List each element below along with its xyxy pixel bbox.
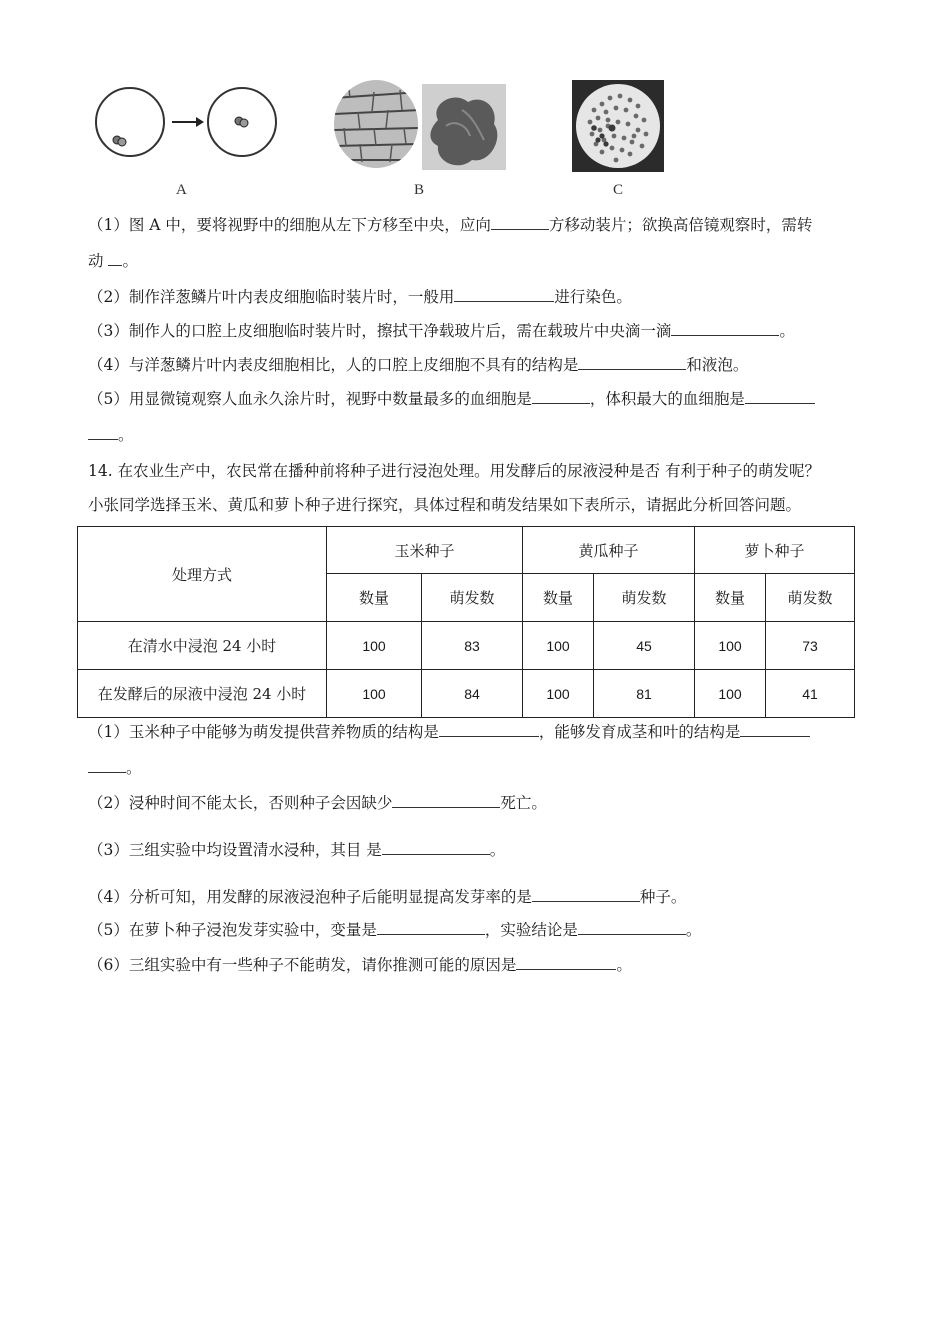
group-header-cucumber: 黄瓜种子 — [523, 527, 695, 574]
table-row — [78, 670, 855, 718]
q13-part1-line1: （1）图 A 中，要将视野中的细胞从左下方移至中央，应向 方移动装片；欲换高倍镜观察时，需转 — [88, 216, 813, 234]
arrow-head — [196, 117, 204, 127]
sub-header-count: 数量 — [327, 574, 422, 622]
cell-value: 81 — [594, 670, 695, 718]
figure-c-label: C — [613, 182, 624, 198]
figure-b-onion-cells-photo — [334, 80, 506, 172]
q13-part2: （2）制作洋葱鳞片叶内表皮细胞临时装片时，一般用 进行染色。 — [88, 288, 632, 306]
q13-part3: （3）制作人的口腔上皮细胞临时装片时，擦拭干净载玻片后，需在载玻片中央滴一滴 。 — [88, 322, 795, 340]
answer-blank[interactable] — [578, 354, 686, 370]
table-row — [78, 622, 855, 670]
cell-after-2 — [240, 119, 248, 127]
q14-part1-line2: 。 — [88, 757, 142, 778]
answer-blank[interactable] — [377, 919, 485, 935]
answer-blank[interactable] — [382, 839, 490, 855]
answer-blank[interactable] — [532, 886, 640, 902]
row-label: 在发酵后的尿液中浸泡 24 小时 — [78, 670, 327, 718]
figure-row — [88, 78, 688, 202]
cell-value: 83 — [422, 622, 523, 670]
cell-value: 41 — [766, 670, 855, 718]
answer-blank[interactable] — [491, 214, 549, 230]
row-label: 在清水中浸泡 24 小时 — [78, 622, 327, 670]
answer-blank[interactable] — [392, 792, 500, 808]
sub-header-germinated: 萌发数 — [594, 574, 695, 622]
answer-blank[interactable] — [578, 919, 686, 935]
q13-part5-line2: 。 — [88, 424, 134, 445]
q14-part3: （3）三组实验中均设置清水浸种，其目 是 。 — [88, 841, 506, 859]
answer-blank[interactable] — [740, 721, 810, 737]
cell-value: 100 — [327, 670, 422, 718]
cell-value: 100 — [327, 622, 422, 670]
cell-value: 100 — [695, 622, 766, 670]
treatment-header: 处理方式 — [78, 527, 327, 622]
q14-part6: （6）三组实验中有一些种子不能萌发，请你推测可能的原因是 。 — [88, 956, 632, 974]
figure-c-blood-smear — [572, 80, 664, 172]
answer-blank[interactable] — [671, 320, 779, 336]
sub-header-count: 数量 — [695, 574, 766, 622]
germination-table — [77, 526, 855, 718]
answer-blank[interactable] — [108, 250, 122, 266]
figure-b-label: B — [414, 182, 425, 198]
answer-blank[interactable] — [88, 424, 118, 440]
figure-a-microscope-fields — [92, 84, 292, 164]
cell-value: 45 — [594, 622, 695, 670]
sub-header-germinated: 萌发数 — [422, 574, 523, 622]
q14-intro-line2: 小张同学选择玉米、黄瓜和萝卜种子进行探究，具体过程和萌发结果如下表所示，请据此分析回答问题。 — [88, 496, 802, 514]
q14-part4: （4）分析可知，用发酵的尿液浸泡种子后能明显提高发芽率的是 种子。 — [88, 888, 687, 906]
sub-header-germinated: 萌发数 — [766, 574, 855, 622]
cell-value: 100 — [523, 670, 594, 718]
answer-blank[interactable] — [88, 757, 126, 773]
q14-part5: （5）在萝卜种子浸泡发芽实验中，变量是 ，实验结论是 。 — [88, 921, 702, 939]
q13-part4: （4）与洋葱鳞片叶内表皮细胞相比，人的口腔上皮细胞不具有的结构是 和液泡。 — [88, 356, 749, 374]
answer-blank[interactable] — [516, 954, 616, 970]
cell-value: 84 — [422, 670, 523, 718]
cell-value: 100 — [695, 670, 766, 718]
cell-before-2 — [118, 138, 126, 146]
q13-part5-line1: （5）用显微镜观察人血永久涂片时，视野中数量最多的血细胞是 ，体积最大的血细胞是 — [88, 388, 815, 409]
field-before-circle — [96, 88, 164, 156]
answer-blank[interactable] — [454, 286, 554, 302]
q14-intro-line1: 14. 在农业生产中，农民常在播种前将种子进行浸泡处理。用发酵后的尿液浸种是否 有利于种子的萌发呢？ — [88, 462, 821, 480]
q13-part1-line2: 动 。 — [88, 252, 138, 270]
cell-value: 73 — [766, 622, 855, 670]
group-header-corn: 玉米种子 — [327, 527, 523, 574]
cell-value: 100 — [523, 622, 594, 670]
q14-part1-line1: （1）玉米种子中能够为萌发提供营养物质的结构是 ，能够发育成茎和叶的结构是 — [88, 721, 810, 742]
q14-part2: （2）浸种时间不能太长，否则种子会因缺少 死亡。 — [88, 794, 547, 812]
answer-blank[interactable] — [745, 388, 815, 404]
figure-a-label: A — [176, 182, 187, 198]
answer-blank[interactable] — [439, 721, 539, 737]
group-header-radish: 萝卜种子 — [695, 527, 855, 574]
sub-header-count: 数量 — [523, 574, 594, 622]
answer-blank[interactable] — [532, 388, 590, 404]
